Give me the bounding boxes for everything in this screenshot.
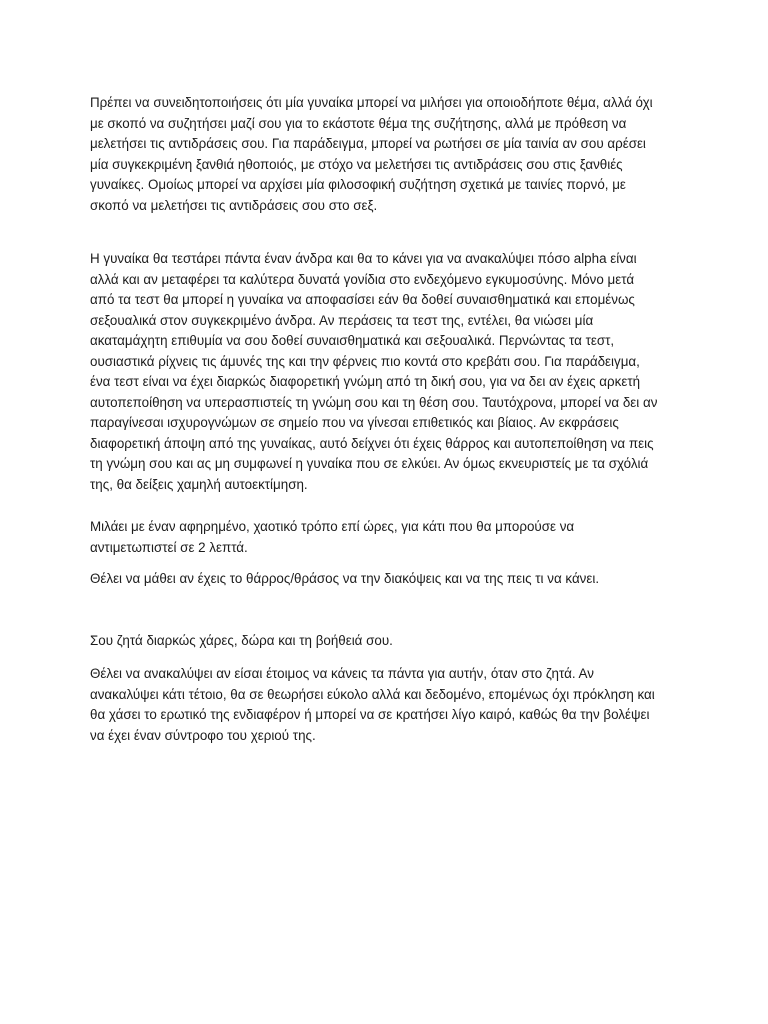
text-line: σκοπό να μελετήσει τις αντιδράσεις σου στο σεξ.	[90, 197, 378, 213]
text-line: Μιλάει με έναν αφηρημένο, χαοτικό τρόπο επί ώρες, για κάτι που θα μπορούσε να	[90, 519, 575, 534]
paragraph-favors	[90, 631, 690, 652]
text-line: παραγίνεσαι ισχυρογνώμων σε σημείο που να γίνεσαι επιθετικός και βίαιος. Αν εκφράσεις	[90, 415, 619, 430]
text-line: αλλά και αν μεταφέρει τα καλύτερα δυνατά γονίδια στο ενδεχόμενο εγκυμοσύνης. Μόνο μετά	[90, 271, 635, 287]
text-line: μελετήσει τις αντιδράσεις σου. Για παράδειγμα, μπορεί να ρωτήσει σε μία ταινία αν σου αρέσει	[90, 136, 646, 151]
paragraph-readiness	[90, 664, 690, 746]
text-line: Σου ζητά διαρκώς χάρες, δώρα και τη βοήθειά σου.	[90, 633, 393, 648]
text-line: θα χάσει το ερωτικό της ενδιαφέρον ή μπορεί να σε κρατήσει λίγο καιρό, καθώς θα την βολέψει	[90, 707, 650, 722]
text-line: διαφορετική άποψη από της γυναίκας, αυτό δείχνει ότι έχεις θάρρος και αυτοπεποίθηση να πεις	[90, 435, 654, 451]
paragraph-conversation-topics	[90, 93, 690, 216]
text-line: γυναίκες. Ομοίως μπορεί να αρχίσει μία φιλοσοφική συζήτηση σχετικά με ταινίες πορνό, με	[90, 177, 626, 192]
text-line: Θέλει να μάθει αν έχεις το θάρρος/θράσος να την διακόψεις και να της πεις τι να κάνει.	[90, 571, 600, 586]
paragraph-chaotic-talk	[90, 517, 690, 558]
text-line: τη γνώμη σου και ας μη συμφωνεί η γυναίκα που σε ελκύει. Αν όμως εκνευριστείς με τα σχόλιά	[90, 456, 649, 471]
text-line: από τα τεστ θα μπορεί η γυναίκα να αποφασίσει εάν θα δοθεί συναισθηματικά και επομένως	[90, 292, 635, 307]
paragraph-interrupt-courage	[90, 569, 690, 590]
text-line: ανακαλύψει κάτι τέτοιο, θα σε θεωρήσει εύκολο αλλά και δεδομένο, επομένως όχι πρόκληση και	[90, 686, 655, 702]
text-line: ουσιαστικά ρίχνεις τις άμυνές της και την φέρνεις πιο κοντά στο κρεβάτι σου. Για παράδειγμα,	[90, 353, 640, 369]
text-line: ακαταμάχητη επιθυμία να σου δοθεί συναισθηματικά και σεξουαλικά. Περνώντας τα τεστ,	[90, 333, 615, 348]
text-line: να έχει έναν σύντροφο του χεριού της.	[90, 727, 316, 743]
text-line: με σκοπό να συζητήσει μαζί σου για το εκάστοτε θέμα της συζήτησης, αλλά με πρόθεση να	[90, 115, 627, 131]
text-line: Θέλει να ανακαλύψει αν είσαι έτοιμος να κάνεις τα πάντα για αυτήν, όταν στο ζητά. Αν	[90, 666, 594, 681]
text-line: της, θα δείξεις χαμηλή αυτοεκτίμηση.	[90, 476, 308, 492]
text-line: αντιμετωπιστεί σε 2 λεπτά.	[90, 539, 248, 555]
text-line: αυτοπεποίθηση να υπερασπιστείς τη γνώμη σου και τη θέση σου. Ταυτόχρονα, μπορεί να δει αν	[90, 394, 658, 410]
text-line: Η γυναίκα θα τεστάρει πάντα έναν άνδρα και θα το κάνει για να ανακαλύψει πόσο alpha είναι	[90, 251, 637, 266]
text-line: ένα τεστ είναι να έχει διαρκώς διαφορετική γνώμη από τη δική σου, για να δει αν έχεις αρκετή	[90, 374, 641, 389]
text-line: σεξουαλικά στον συγκεκριμένο άνδρα. Αν περάσεις τα τεστ της, εντέλει, θα νιώσει μία	[90, 312, 594, 328]
paragraph-tests	[90, 249, 690, 495]
text-line: μία συγκεκριμένη ξανθιά ηθοποιός, με στόχο να μελετήσει τις αντιδράσεις σου στις ξανθιές	[90, 156, 623, 172]
text-line: Πρέπει να συνειδητοποιήσεις ότι μία γυναίκα μπορεί να μιλήσει για οποιοδήποτε θέμα, αλλά όχι	[90, 95, 653, 110]
